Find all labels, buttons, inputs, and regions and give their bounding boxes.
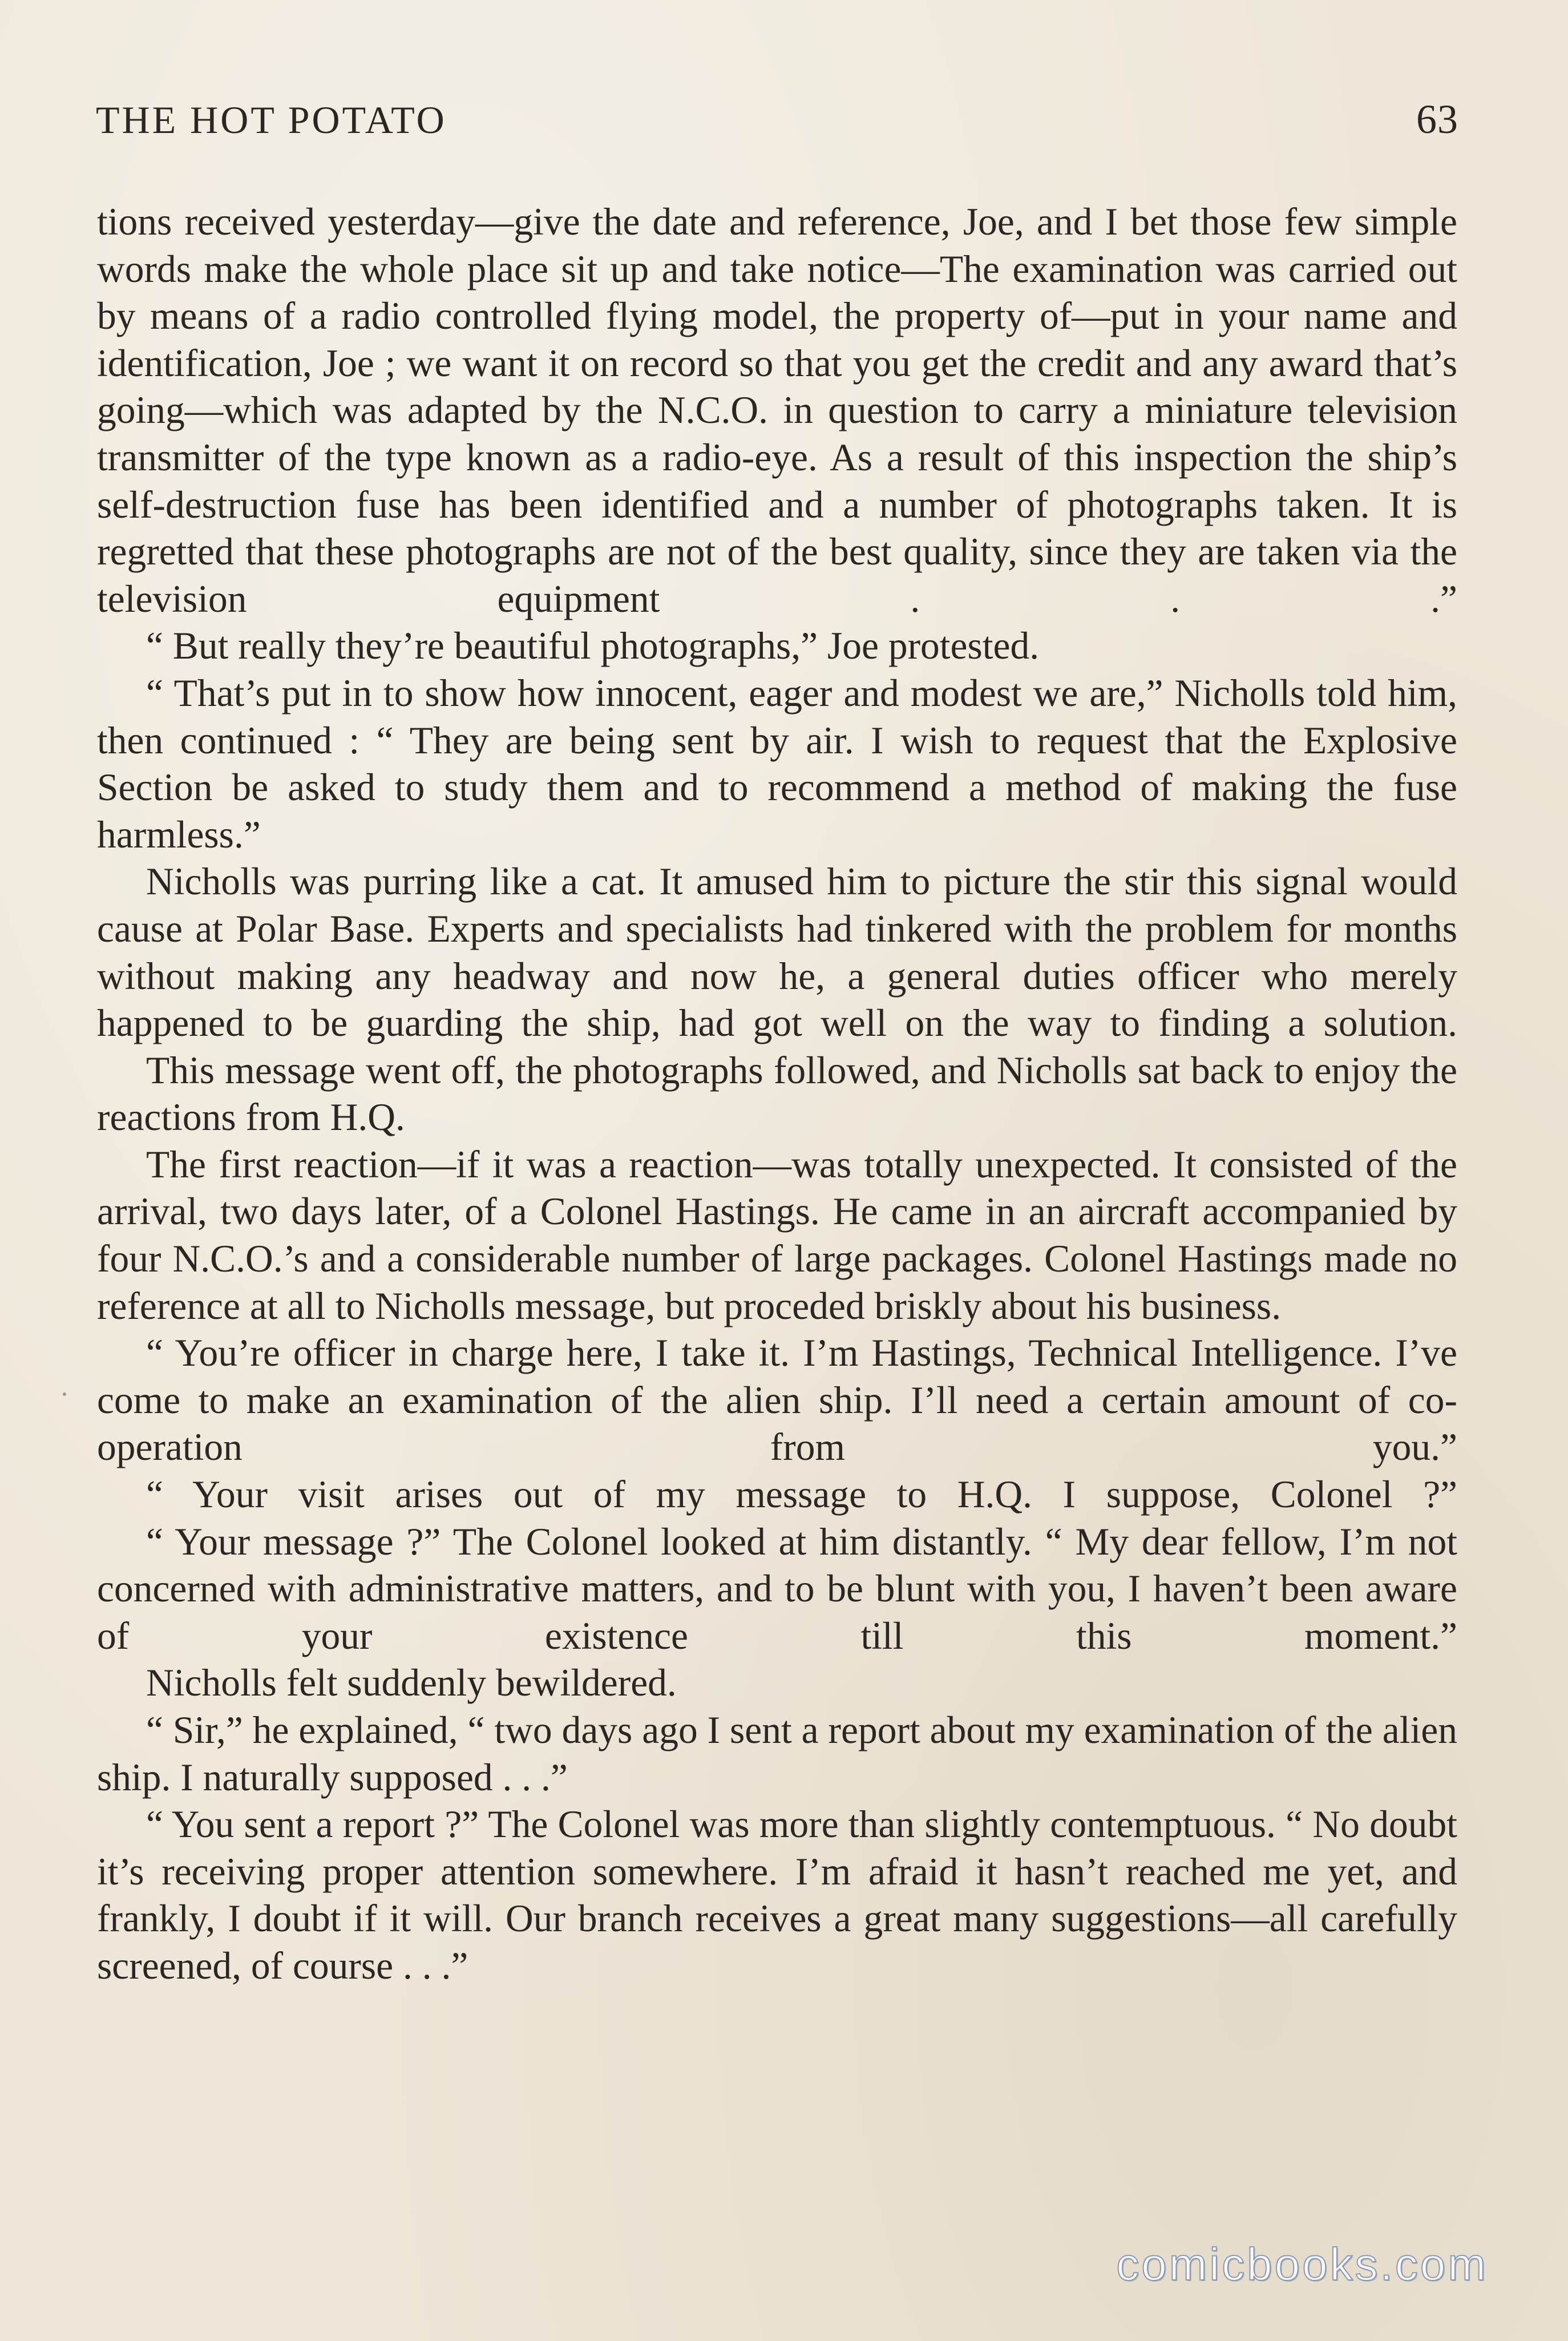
- paragraph: “ But really they’re beautiful photographs,” Joe protested.: [146, 624, 1040, 668]
- paragraph: This message went off, the photographs followed, and Nicholls sat back to enjoy the reactions from H.Q.: [97, 1048, 1457, 1139]
- paragraph: “ That’s put in to show how innocent, eager and modest we are,” Nicholls told him, then continued : “ They are being sent by air. I wish to request that the Explosive Section be asked to study them and to recommend a method of making the fuse harmless.”: [97, 671, 1457, 856]
- paragraph: “ Sir,” he explained, “ two days ago I sent a report about my examination of the alien ship. I naturally supposed . . .”: [97, 1709, 1457, 1799]
- paragraph: Nicholls was purring like a cat. It amused him to picture the stir this signal would cause at Polar Base. Experts and specialists had tinkered with the problem for months without making any headway and now he, a general duties officer who merely happened to be guarding the ship, had got well on the way to finding a solution.: [97, 860, 1457, 1045]
- paper-speck: [1349, 745, 1353, 748]
- paragraph: tions received yesterday—give the date and reference, Joe, and I bet those few simple words make the whole place sit up and take notice—The examination was carried out by means of a radio controlled flying model, the property of—put in your name and identification, Joe ; we want it on record so that you get the credit and any award that’s going—which was adapted by the N.C.O. in question to carry a miniature television transmitter of the type known as a radio-eye. As a result of this inspection the ship’s self-destruction fuse has been identified and a number of photographs taken. It is regretted that these photographs are not of the best quality, since they are taken via the television equipment . . .”: [97, 200, 1457, 620]
- paragraph: Nicholls felt suddenly bewildered.: [146, 1661, 677, 1705]
- paper-speck: [63, 1393, 66, 1396]
- watermark: comicbooks.com: [1116, 2239, 1488, 2290]
- paragraph: The first reaction—if it was a reaction—was totally unexpected. It consisted of the arrival, two days later, of a Colonel Hastings. He came in an aircraft accompanied by four N.C.O.’s and a considerable number of large packages. Colonel Hastings made no reference at all to Nicholls message, but proceded briskly about his business.: [97, 1143, 1457, 1327]
- page-number: 63: [1416, 96, 1458, 142]
- paragraph: “ You’re officer in charge here, I take it. I’m Hastings, Technical Intelligence. I’ve come to make an examination of the alien ship. I’ll need a certain amount of co-operation from you.”: [97, 1331, 1457, 1469]
- body-text: [97, 199, 1457, 1990]
- paragraph: “ You sent a report ?” The Colonel was more than slightly contemptuous. “ No doubt it’s receiving proper attention somewhere. I’m afraid it hasn’t reached me yet, and frankly, I doubt if it will. Our branch receives a great many suggestions—all carefully screened, of course . . .”: [97, 1803, 1457, 1987]
- running-title: THE HOT POTATO: [96, 98, 447, 142]
- paragraph: “ Your visit arises out of my message to H.Q. I suppose, Colonel ?”: [146, 1473, 1457, 1516]
- running-head: [96, 96, 1458, 153]
- paragraph: “ Your message ?” The Colonel looked at him distantly. “ My dear fellow, I’m not concerned with administrative matters, and to be blunt with you, I haven’t been aware of your existence till this moment.”: [97, 1520, 1457, 1657]
